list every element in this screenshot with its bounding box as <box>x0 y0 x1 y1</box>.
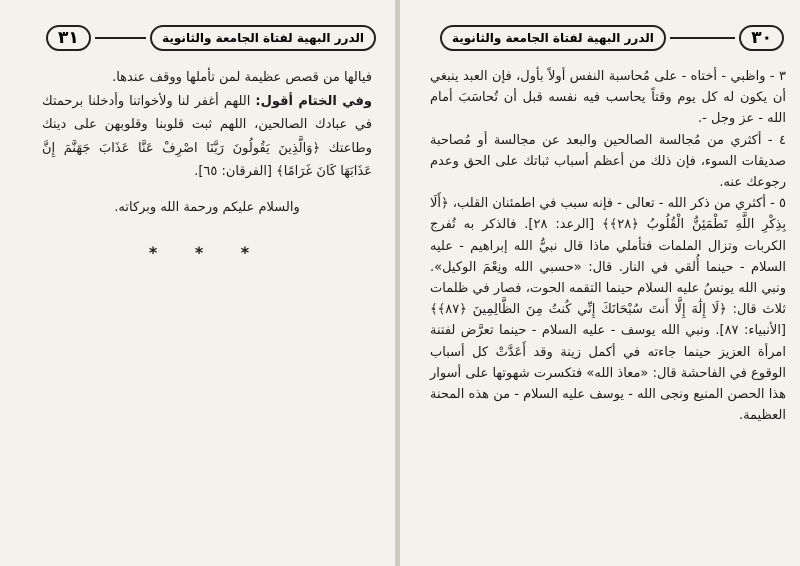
paragraph: فيالها من قصص عظيمة لمن تأملها ووقف عندها. <box>112 70 372 85</box>
page-number: ٣١ <box>46 25 91 51</box>
header-rule <box>95 37 146 39</box>
closing-text: اللهم أغفر لنا ولأخواتنا وأدخلنا برحمتك في عبادك الصالحين، اللهم ثبت قلوبنا وقلوبهن على دينك وطاعتك ﴿وَالَّذِينَ يَقُولُونَ رَبَّنَا اصْرِفْ عَنَّا عَذَابَ جَهَنَّمَ إِنَّ عَذَابَهَا كَانَ غَرَامًا﴾ [الفرقان: ٦٥]. <box>42 93 372 179</box>
list-item-4: ٤ - أكثري من مُجالسة الصالحين والبعد عن مجالسة أو مُصاحبة صديقات السوء، فإن ذلك من أعظم أسباب ثباتك على الحق وعدم رجوعك عنه. <box>430 132 786 191</box>
running-head: الدرر البهية لفتاة الجامعة والثانوية <box>150 25 376 51</box>
left-page <box>0 0 396 566</box>
left-page-body <box>42 66 372 265</box>
salutation: والسلام عليكم ورحمة الله وبركاته. <box>114 199 300 215</box>
list-item-5: ٥ - أكثري من ذكر الله - تعالى - فإنه سبب في اطمئنان القلب، ﴿أَلَا بِذِكْرِ اللَّهِ تَطْمَئِنُّ الْقُلُوبُ ﴿٢٨﴾﴾ [الرعد: ٢٨]. فالذكر به تُفرج الكربات وتزال الملمات فتأملي ماذا قال نبيُّ الله إبراهيم - عليه السلام - حينما أُلقي في النار. قال: «حسبي الله ونِعْمَ الوكيل». ونبي الله يونسُ عليه السلام حينما التقمه الحوت، فصار في ظلمات ثلاث قال: ﴿لَا إِلَٰهَ إِلَّا أَنتَ سُبْحَانَكَ إِنِّي كُنتُ مِنَ الظَّالِمِينَ ﴿٨٧﴾﴾ [الأنبياء: ٨٧]. ونبي الله يوسف - عليه السلام - حينما تعرَّض لفتنة امرأة العزيز حينما جاءته في أكمل زينة وقد أَعَدَّتْ كل أسباب الوقوع في الفاحشة قال: «معاذ الله» فتكسرت شهوتها على أسوار هذا الحصن المنيع ونجى الله - يوسف عليه السلام - من هذه المحنة العظيمة. <box>430 196 786 424</box>
right-page-body <box>430 66 786 426</box>
list-item-3: ٣ - واظبي - أختاه - على مُحاسبة النفس أولاً بأول، فإن العبد ينبغي أن يكون له كل يوم وقتاً يحاسب فيه نفسه قبل أن تُحاسَبَ أمام الله - عز وجل -. <box>430 69 786 127</box>
right-page <box>400 0 800 566</box>
left-page-header <box>46 24 376 52</box>
header-rule <box>670 37 735 39</box>
right-page-header <box>440 24 784 52</box>
section-divider: * * * <box>148 243 266 262</box>
closing-lead: وفي الختام أقول: <box>255 93 372 109</box>
running-head: الدرر البهية لفتاة الجامعة والثانوية <box>440 25 666 51</box>
page-number: ٣٠ <box>739 25 784 51</box>
closing-paragraph <box>42 90 372 184</box>
